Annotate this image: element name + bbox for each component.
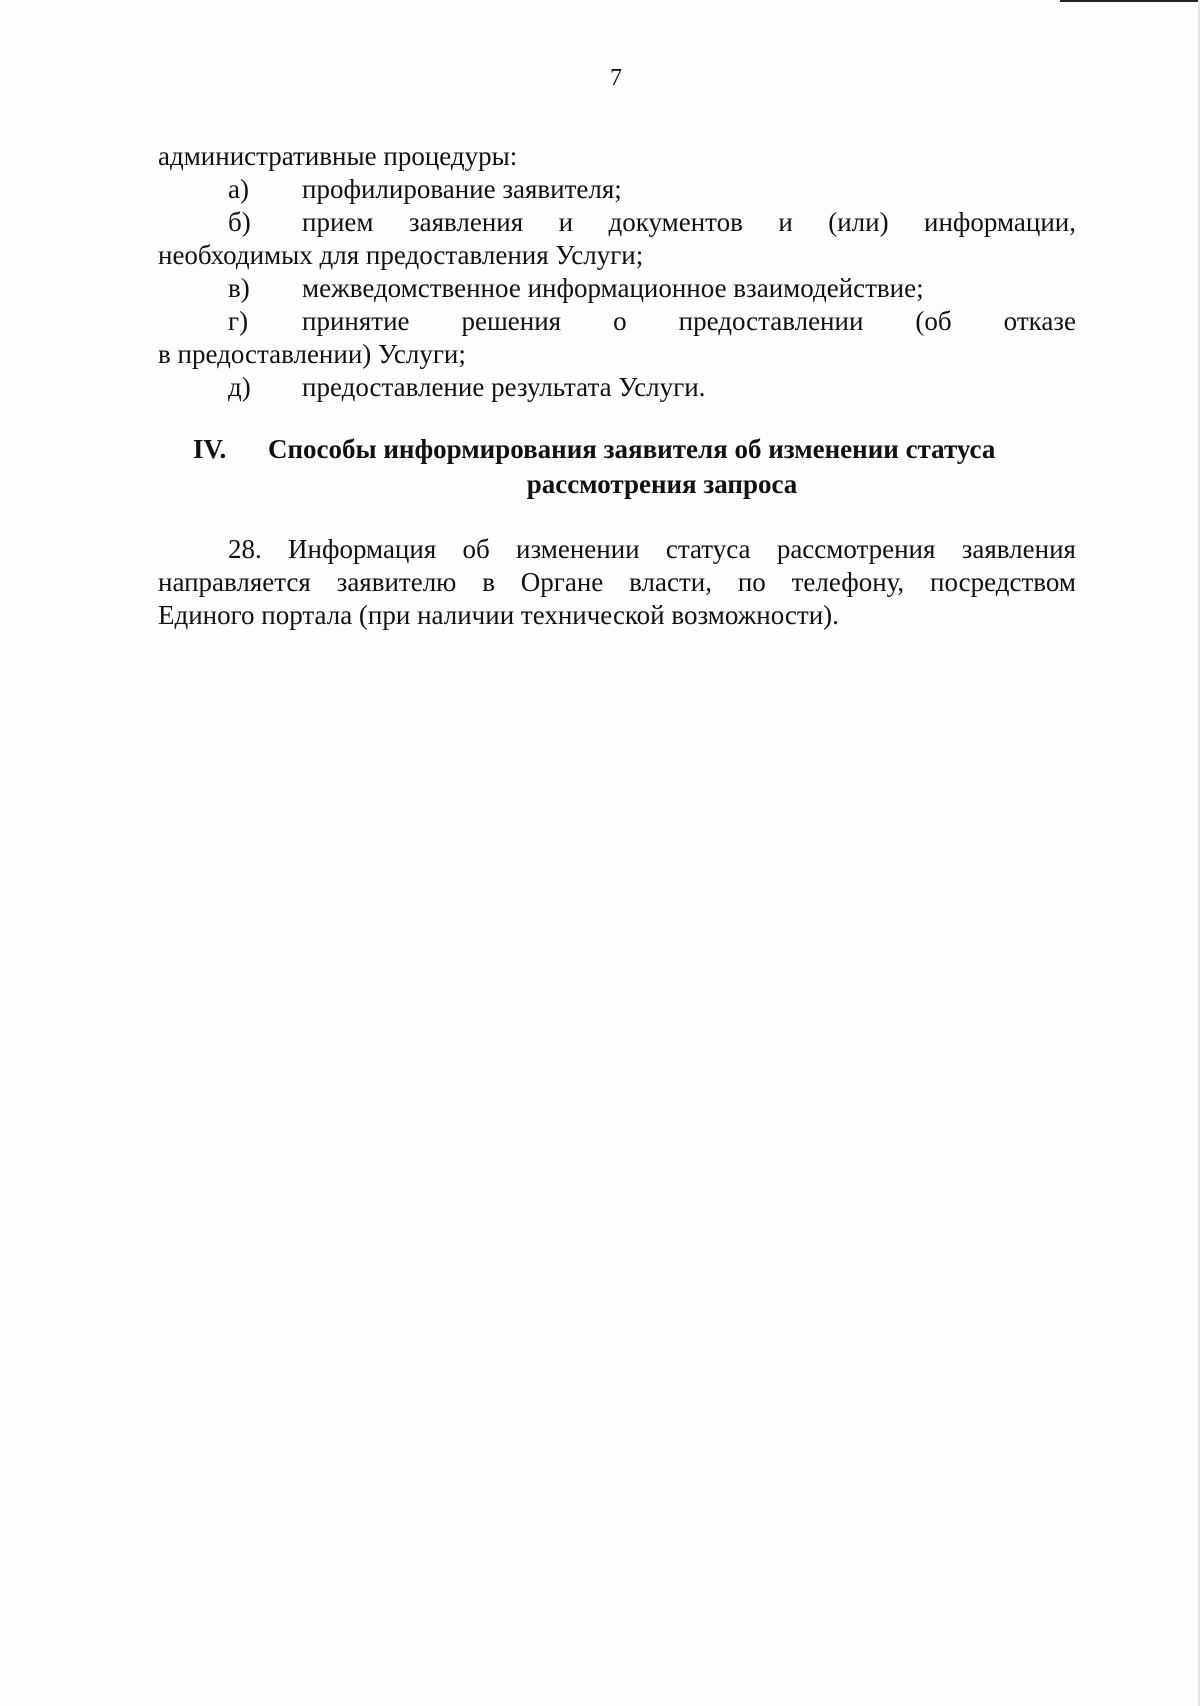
word: решения — [461, 306, 562, 336]
list-marker: б) — [228, 207, 251, 237]
word: прием — [302, 207, 374, 237]
list-item-text: предоставление результата Услуги. — [302, 372, 706, 402]
list-item-b-continuation: необходимых для предоставления Услуги; — [158, 240, 644, 270]
word: Информация — [288, 534, 437, 564]
list-item-d — [158, 371, 1076, 404]
list-item-a — [158, 173, 1076, 206]
word: посредством — [930, 567, 1076, 597]
section-number: IV. — [193, 434, 227, 464]
word: (или) — [828, 207, 889, 237]
word: заявления — [408, 207, 524, 237]
page-number: 7 — [610, 65, 622, 91]
procedures-list-block — [158, 140, 1076, 404]
list-marker: а) — [228, 174, 249, 204]
scan-edge-mark — [1060, 0, 1200, 2]
list-item-g-continuation: в предоставлении) Услуги; — [158, 339, 466, 369]
paragraph-28 — [158, 533, 1076, 632]
paragraph-line3: Единого портала (при наличии технической возможности). — [158, 600, 839, 630]
word: и — [558, 207, 574, 237]
list-marker: д) — [228, 372, 251, 402]
word: Органе — [520, 567, 604, 597]
word: рассмотрения — [776, 534, 936, 564]
word: изменении — [516, 534, 640, 564]
list-item-v — [158, 272, 1076, 305]
intro-line: административные процедуры: — [158, 141, 518, 171]
word: заявления — [961, 534, 1076, 564]
word: об — [462, 534, 490, 564]
word: в — [482, 567, 495, 597]
list-item-b — [158, 206, 1076, 239]
section-heading-line1 — [158, 432, 1076, 467]
justified-line — [302, 206, 1076, 239]
justified-line — [302, 305, 1076, 338]
word: направляется — [158, 567, 311, 597]
list-item-g — [158, 305, 1076, 338]
word: и — [778, 207, 793, 237]
list-marker: г) — [228, 306, 249, 336]
word: (об — [915, 306, 952, 336]
list-item-text: профилирование заявителя; — [302, 174, 622, 204]
word: заявителю — [336, 567, 457, 597]
word: статуса — [665, 534, 751, 564]
section-heading — [158, 432, 1076, 502]
paragraph-line2 — [158, 566, 1076, 599]
word: 28. — [228, 534, 262, 564]
section-title-line1: Способы информирования заявителя об изменении статуса — [268, 434, 996, 464]
paragraph-line1 — [158, 533, 1076, 566]
list-item-text: межведомственное информационное взаимодействие; — [302, 273, 924, 303]
word: по — [737, 567, 766, 597]
list-marker: в) — [228, 273, 250, 303]
word: документов — [608, 207, 743, 237]
word: отказе — [1003, 306, 1076, 336]
word: принятие — [302, 306, 410, 336]
word: о — [613, 306, 627, 336]
word: власти, — [629, 567, 712, 597]
word: телефону, — [791, 567, 905, 597]
word: предоставлении — [678, 306, 864, 336]
section-title-line2: рассмотрения запроса — [526, 469, 798, 499]
word: информации, — [924, 207, 1076, 237]
